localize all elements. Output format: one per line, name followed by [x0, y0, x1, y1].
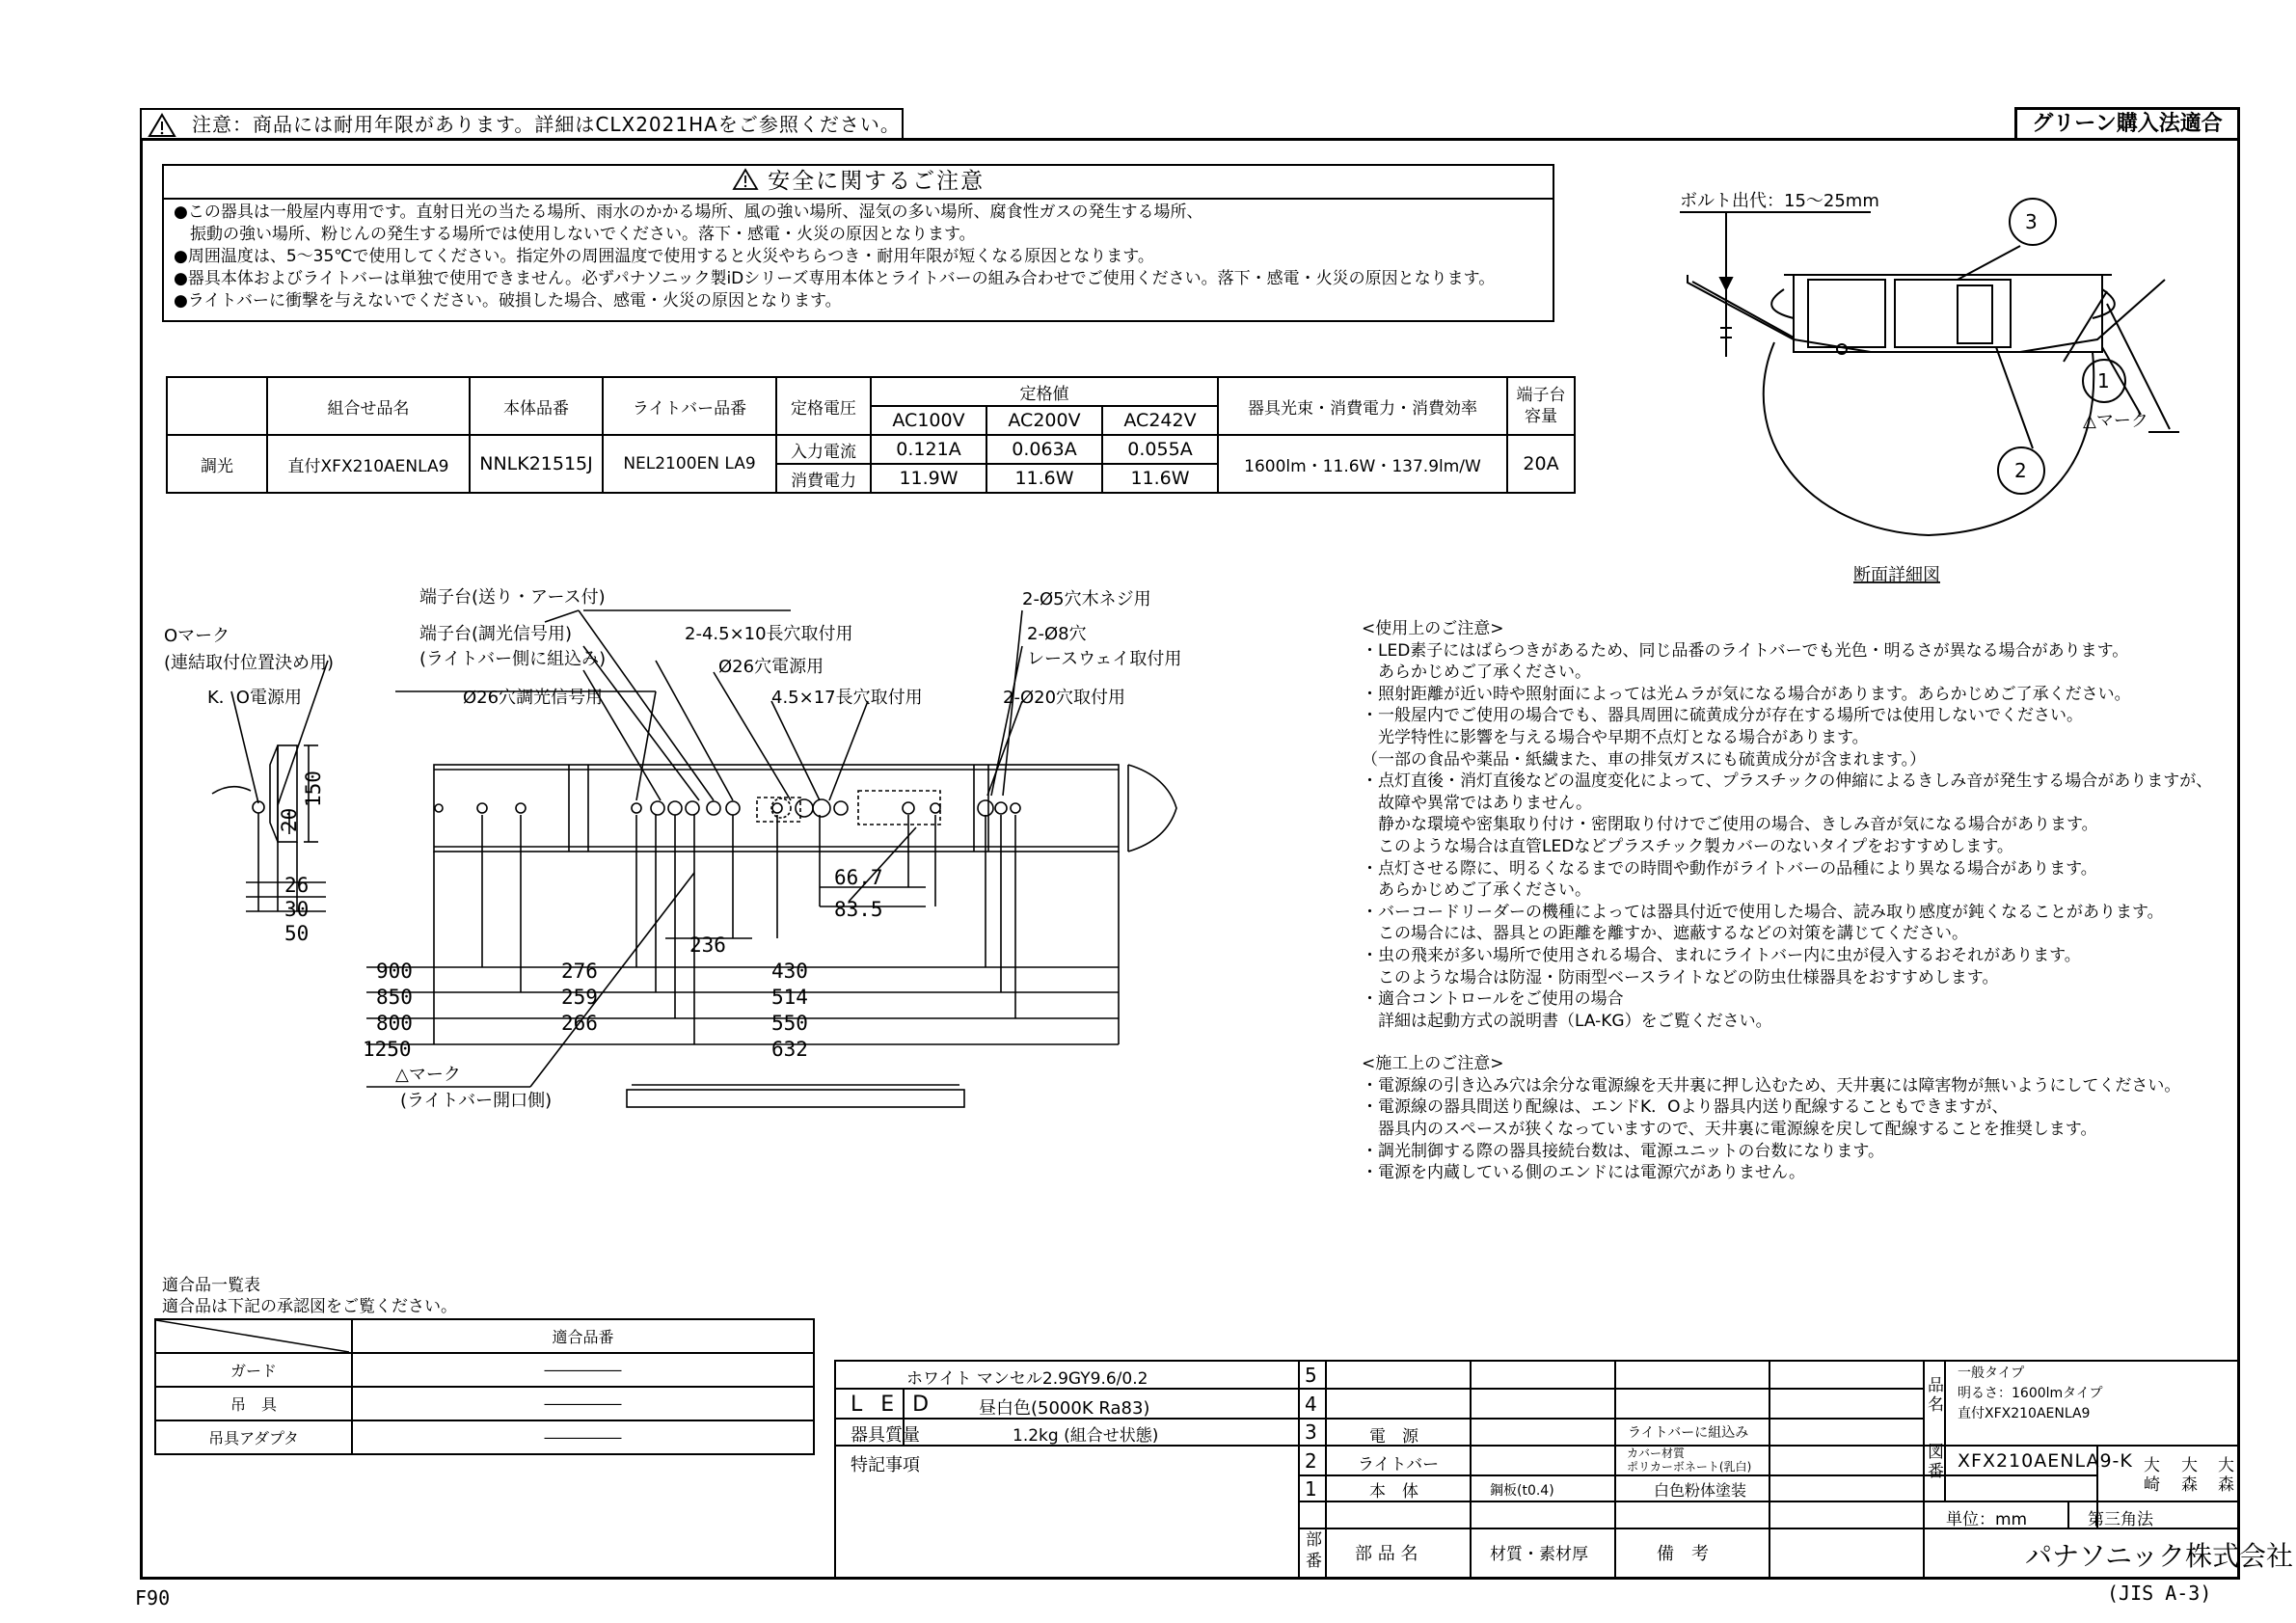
label-screw5: 2-Ø5穴木ネジ用: [1022, 589, 1151, 609]
tb-footer-material: 材質・素材厚: [1490, 1545, 1588, 1564]
tb-unit: 単位：mm: [1946, 1510, 2028, 1529]
tb-hinmei-1: 一般タイプ: [1958, 1366, 2025, 1381]
safety-title-row: [164, 166, 1553, 200]
note-line: このような場合は防湿・防雨型ベースライトなどの防虫仕様器具をおすすめします。: [1362, 967, 1999, 987]
tb-part-1: 本 体: [1369, 1482, 1418, 1501]
usage-notes: [1362, 618, 2212, 1184]
row-combo: 直付XFX210AENLA9: [267, 435, 470, 493]
notes-title-install: <施工上のご注意>: [1362, 1054, 1504, 1074]
applicable-row-label: 吊具アダプタ: [155, 1420, 352, 1454]
label-ko: K．O電源用: [207, 688, 302, 708]
dim-150: 150: [302, 771, 325, 807]
dim-1250: 1250: [363, 1038, 412, 1061]
label-tri-mark-sub: (ライトバー開口側): [400, 1091, 553, 1111]
note-line: この場合には、器具との距離を離すか、遮蔽するなどの対策を講じてください。: [1362, 924, 1968, 944]
th-ac100: AC100V: [871, 406, 986, 435]
row-type: 調光: [167, 435, 267, 493]
note-line: ・電源線の器具間送り配線は、エンドK．Oより器具内送り配線することもできますが、: [1362, 1097, 2009, 1118]
dim-632: 632: [771, 1038, 808, 1061]
diagonal-line: [156, 1320, 349, 1352]
note-line: ・バーコードリーダーの機種によっては器具付近で使用した場合、読み取り感度が鈍くなることがあります。: [1362, 902, 2164, 922]
dim-26: 26: [284, 874, 310, 897]
safety-line: 振動の強い場所、粉じんの発生する場所では使用しないでください。落下・感電・火災の原因となります。: [174, 225, 976, 244]
label-terminal-dim: 端子台(調光信号用): [419, 624, 573, 644]
label-terminal-dim-sub: (ライトバー側に組込み): [419, 649, 607, 669]
tb-part-3-note: ライトバーに組込み: [1628, 1425, 1749, 1441]
notes-title-usage: <使用上のご注意>: [1362, 619, 1504, 638]
tb-zuban: XFX210AENLA9-K: [1958, 1450, 2133, 1472]
tb-sign-3: 大 森: [2218, 1456, 2234, 1495]
triangle-mark-label: △マーク: [2083, 411, 2148, 431]
th-ac200: AC200V: [986, 406, 1102, 435]
tb-part-1-mat: 鋼板(t0.4): [1490, 1483, 1554, 1499]
tb-footer-note: 備 考: [1657, 1544, 1709, 1564]
callout-2: 2: [2014, 459, 2027, 482]
tb-hinmei-2: 明るさ：1600lmタイプ: [1958, 1386, 2103, 1401]
row-power-100: 11.9W: [871, 464, 986, 493]
tb-led-value: 昼白色(5000K Ra83): [979, 1398, 1150, 1419]
label-hole26-signal: Ø26穴調光信号用: [463, 688, 604, 708]
note-line: 光学特性に影響を与える場合や早期不点灯となる場合があります。: [1362, 727, 1869, 747]
warning-icon: [732, 168, 759, 191]
dim-550: 550: [771, 1012, 808, 1035]
callout-1: 1: [2097, 369, 2110, 392]
applicable-subtitle: 適合品は下記の承認図をご覧ください。: [162, 1297, 457, 1316]
dim-514: 514: [771, 986, 808, 1009]
tb-part-3: 電 源: [1369, 1427, 1418, 1447]
spec-table: [166, 376, 1576, 494]
label-hole20: 2-Ø20穴取付用: [1003, 688, 1126, 708]
note-line: ・一般屋内でご使用の場合でも、器具周囲に硫黄成分が存在する場所では使用しないでください。: [1362, 706, 2083, 726]
tb-num-1: 1: [1305, 1477, 1317, 1501]
tb-hinmei-label: 品名: [1928, 1376, 1944, 1415]
callout-3: 3: [2025, 210, 2038, 233]
dim-900: 900: [376, 960, 413, 983]
tb-buban: 部番: [1306, 1530, 1322, 1571]
tb-part-2: ライトバー: [1358, 1455, 1440, 1474]
label-o-mark: Oマーク: [164, 626, 230, 646]
applicable-row-label: ガード: [155, 1353, 352, 1387]
th-combo: 組合せ品名: [267, 377, 470, 435]
row-flux: 1600lm・11.6W・137.9lm/W: [1218, 435, 1507, 493]
safety-body: [164, 200, 1553, 314]
note-line: あらかじめご了承ください。: [1362, 880, 1591, 901]
th-flux: 器具光束・消費電力・消費効率: [1218, 377, 1507, 435]
applicable-dash: ―――――: [352, 1353, 814, 1387]
label-o-mark-sub: (連結取付位置決め用): [164, 653, 335, 673]
tb-num-3: 3: [1305, 1420, 1317, 1444]
tb-color: ホワイト マンセル2.9GY9.6/0.2: [906, 1369, 1148, 1389]
row-power-242: 11.6W: [1102, 464, 1218, 493]
safety-line: ●この器具は一般屋内専用です。直射日光の当たる場所、雨水のかかる場所、風の強い場所、湿気の多い場所、腐食性ガスの発生する場所、: [174, 203, 1203, 222]
note-line: ・点灯させる際に、明るくなるまでの時間や動作がライトバーの品種により異なる場合があります。: [1362, 858, 2097, 879]
dim-850: 850: [376, 986, 413, 1009]
row-current-label: 入力電流: [776, 435, 871, 464]
note-line: ・電源線の引き込み穴は余分な電源線を天井裏に押し込むため、天井裏には障害物が無いようにしてください。: [1362, 1075, 2181, 1096]
cross-section-drawing: [1639, 183, 2179, 588]
th-lightbar: ライトバー品番: [603, 377, 776, 435]
tb-zuban-label: 図番: [1928, 1443, 1944, 1481]
row-current-100: 0.121A: [871, 435, 986, 464]
warning-icon: [148, 113, 176, 138]
dim-20: 20: [278, 807, 301, 832]
safety-box: [162, 164, 1554, 322]
tb-led-label: L E D: [851, 1393, 935, 1417]
dim-236: 236: [689, 933, 726, 957]
tb-company: パナソニック株式会社: [2025, 1540, 2294, 1572]
tb-num-5: 5: [1305, 1364, 1317, 1387]
dim-266: 266: [561, 1012, 598, 1035]
dim-430: 430: [771, 960, 808, 983]
applicable-title: 適合品一覧表: [162, 1276, 260, 1295]
dim-800: 800: [376, 1012, 413, 1035]
tb-sign-1: 大 崎: [2144, 1456, 2160, 1495]
tb-hinmei-3: 直付XFX210AENLA9: [1958, 1406, 2091, 1421]
note-line: 詳細は起動方式の説明書（LA-KG）をご覧ください。: [1362, 1011, 1772, 1031]
row-power-200: 11.6W: [986, 464, 1102, 493]
footer-right: (JIS A-3): [2107, 1582, 2212, 1605]
safety-line: ●周囲温度は、5～35℃で使用してください。指定外の周囲温度で使用すると火災やちらつき・耐用年限が短くなる原因となります。: [174, 247, 1154, 266]
section-caption: 断面詳細図: [1853, 565, 1940, 585]
tb-sign-2: 大 森: [2181, 1456, 2198, 1495]
row-body: NNLK21515J: [470, 435, 603, 493]
note-line: このような場合は直管LEDなどプラスチック製カバーのないタイプをおすすめします。: [1362, 836, 2013, 856]
note-line: 静かな環境や密集取り付け・密閉取り付けでご使用の場合、きしみ音が気になる場合があります。: [1362, 815, 2098, 835]
th-ac242: AC242V: [1102, 406, 1218, 435]
note-line: ・電源を内蔵している側のエンドには電源穴がありません。: [1362, 1163, 1806, 1183]
tb-mass-value: 1.2kg (組合せ状態): [1013, 1426, 1159, 1446]
row-current-200: 0.063A: [986, 435, 1102, 464]
applicable-row-label: 吊 具: [155, 1387, 352, 1420]
note-line: （一部の食品や薬品・紙繊また、車の排気ガスにも硫黄成分が含まれます。）: [1362, 749, 1927, 770]
dim-276: 276: [561, 960, 598, 983]
tb-footer-name: 部 品 名: [1355, 1544, 1418, 1564]
th-rated: 定格値: [871, 377, 1218, 406]
label-hole8: 2-Ø8穴: [1027, 624, 1087, 644]
tb-part-2-mat: カバー材質 ポリカーボネート(乳白): [1627, 1447, 1752, 1474]
applicable-corner: [155, 1319, 352, 1353]
green-purchase-label: グリーン購入法適合: [2014, 107, 2240, 139]
tb-num-2: 2: [1305, 1449, 1317, 1473]
note-line: ・LED素子にはばらつきがあるため、同じ品番のライトバーでも光色・明るさが異なる場合があります。: [1362, 640, 2129, 661]
row-current-242: 0.055A: [1102, 435, 1218, 464]
note-line: ・調光制御する際の器具接続台数は、電源ユニットの台数になります。: [1362, 1141, 1884, 1161]
label-terminal-send: 端子台(送り・アース付): [419, 587, 606, 608]
row-terminal: 20A: [1507, 435, 1575, 493]
footer-left: F90: [135, 1586, 171, 1609]
tb-special: 特記事項: [851, 1455, 920, 1475]
note-line: 故障や異常ではありません。: [1362, 793, 1593, 813]
row-lightbar: NEL2100EN LA9: [603, 435, 776, 493]
tb-angle: 第三角法: [2088, 1510, 2153, 1529]
note-line: あらかじめご了承ください。: [1362, 663, 1591, 683]
th-voltage: 定格電圧: [776, 377, 871, 435]
plan-drawing: [154, 583, 1234, 1138]
dim-66-7: 66.7: [834, 866, 883, 889]
th-terminal: 端子台容量: [1507, 377, 1575, 435]
tb-mass-label: 器具質量: [851, 1425, 920, 1446]
note-line: 器具内のスペースが狭くなっていますので、天井裏に電源線を戻して配線することを推奨します。: [1362, 1120, 2097, 1140]
label-slot45x10: 2-4.5×10長穴取付用: [685, 624, 853, 644]
applicable-table: [154, 1318, 815, 1455]
label-tri-mark: △マーク: [395, 1065, 461, 1085]
note-line: ・虫の飛来が多い場所で使用される場合、まれにライトバー内に虫が侵入するおそれがあります。: [1362, 945, 2081, 965]
label-raceway: レースウェイ取付用: [1027, 649, 1182, 669]
note-line: ・照射距離が近い時や照射面によっては光ムラが気になる場合があります。あらかじめご了承ください。: [1362, 684, 2131, 704]
tb-part-1-note: 白色粉体塗装: [1654, 1481, 1747, 1500]
caution-bar: [140, 108, 904, 140]
bolt-label: ボルト出代：15～25mm: [1680, 191, 1879, 211]
applicable-dash: ―――――: [352, 1387, 814, 1420]
th-body: 本体品番: [470, 377, 603, 435]
row-power-label: 消費電力: [776, 464, 871, 493]
applicable-dash: ―――――: [352, 1420, 814, 1454]
dim-83-5: 83.5: [834, 898, 883, 921]
note-line: ・適合コントロールをご使用の場合: [1362, 989, 1624, 1010]
dim-30: 30: [284, 898, 310, 921]
note-line: ・点灯直後・消灯直後などの温度変化によって、プラスチックの伸縮によるきしみ音が発生する場合がありますが、: [1362, 771, 2213, 792]
dim-50: 50: [284, 922, 310, 945]
safety-title: 安全に関するご注意: [768, 169, 986, 194]
label-slot45x17: 4.5×17長穴取付用: [771, 688, 923, 708]
caution-text: 注意：商品には耐用年限があります。詳細はCLX2021HAをご参照ください。: [192, 113, 901, 136]
tb-num-4: 4: [1305, 1393, 1317, 1416]
safety-line: ●器具本体およびライトバーは単独で使用できません。必ずパナソニック製iDシリーズ専用本体とライトバーの組み合わせでご使用ください。落下・感電・火災の原因となります。: [174, 269, 1496, 288]
applicable-header: 適合品番: [352, 1319, 814, 1353]
dim-259: 259: [561, 986, 598, 1009]
label-hole26-power: Ø26穴電源用: [718, 657, 824, 677]
safety-line: ●ライトバーに衝撃を与えないでください。破損した場合、感電・火災の原因となります。: [174, 291, 842, 311]
